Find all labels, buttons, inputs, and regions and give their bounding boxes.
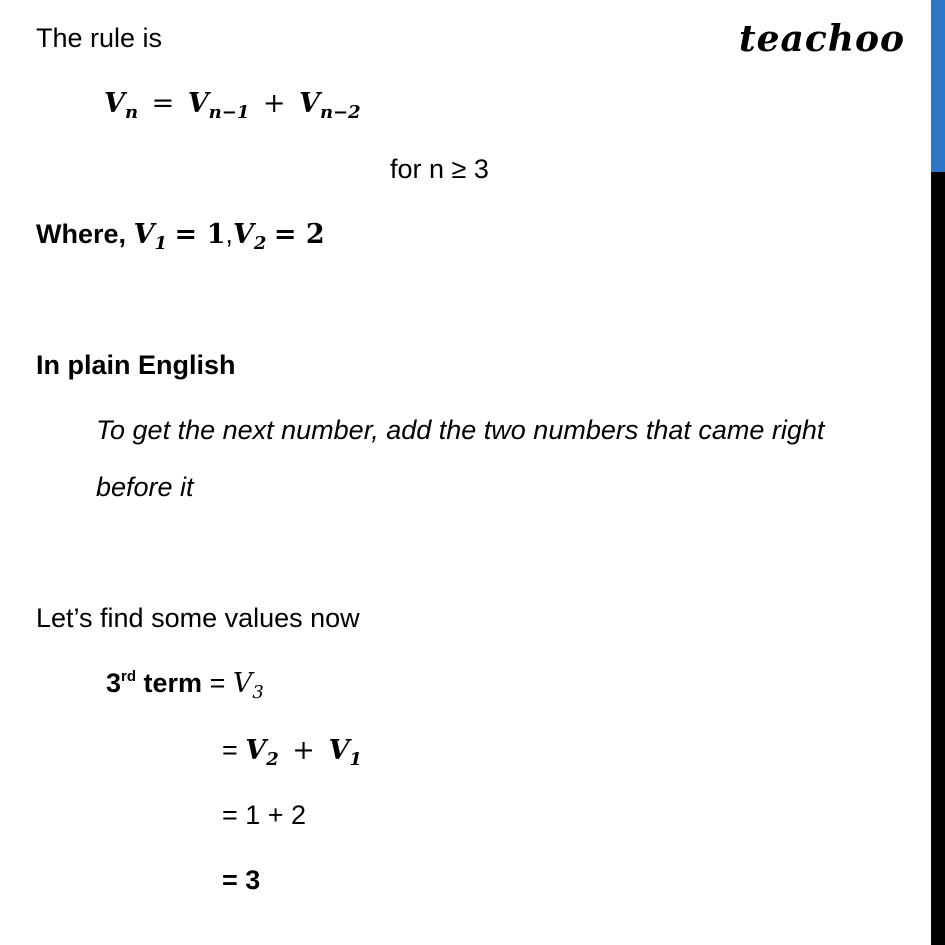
formula-term2: V xyxy=(299,88,320,119)
values-intro: Let’s find some values now xyxy=(36,603,360,633)
v1-sub: 1 xyxy=(154,233,168,254)
v1-value: = 1 xyxy=(174,219,226,250)
step-values: = 1 + 2 xyxy=(222,800,307,830)
step-result: = 3 xyxy=(222,865,261,895)
term-ordinal-suffix: rd xyxy=(121,668,137,685)
v3-sub: 3 xyxy=(252,682,264,703)
third-term-line xyxy=(106,666,264,701)
plain-english-heading: In plain English xyxy=(36,350,236,380)
term-number: 3 xyxy=(106,668,122,698)
plain-english-text-line1: To get the next number, add the two numbers that came right xyxy=(96,415,825,445)
step1-v1-sub: 1 xyxy=(349,749,362,770)
term-equals: = xyxy=(209,668,226,698)
scrollbar-thumb[interactable] xyxy=(931,0,945,172)
rule-intro: The rule is xyxy=(36,23,163,53)
v1-symbol: V xyxy=(133,219,155,250)
where-label: Where, xyxy=(36,219,127,249)
formula-term1: V xyxy=(187,88,209,119)
rule-condition: for n ≥ 3 xyxy=(390,154,489,184)
step1-plus: + xyxy=(292,735,315,766)
step1-v2: V xyxy=(245,735,267,766)
initial-values xyxy=(36,217,325,252)
formula-equals: = xyxy=(151,88,175,119)
formula-lhs: V xyxy=(104,88,125,119)
where-comma: , xyxy=(225,219,233,249)
step1-equals: = xyxy=(222,735,238,765)
v2-sub: 2 xyxy=(253,233,267,254)
v2-value: = 2 xyxy=(273,219,325,250)
formula-term1-sub: n−1 xyxy=(208,102,250,123)
step1-v2-sub: 2 xyxy=(266,749,279,770)
step-substitution xyxy=(222,733,362,768)
v2-symbol: V xyxy=(232,219,254,250)
rule-formula xyxy=(104,86,361,121)
v3-symbol: V xyxy=(232,668,253,699)
formula-plus: + xyxy=(262,88,286,119)
plain-english-text-line2: before it xyxy=(96,472,194,502)
teachoo-logo: teachoo xyxy=(739,18,905,60)
formula-lhs-sub: n xyxy=(124,102,139,123)
step1-v1: V xyxy=(328,735,350,766)
term-word: term xyxy=(143,668,203,698)
formula-term2-sub: n−2 xyxy=(319,102,361,123)
